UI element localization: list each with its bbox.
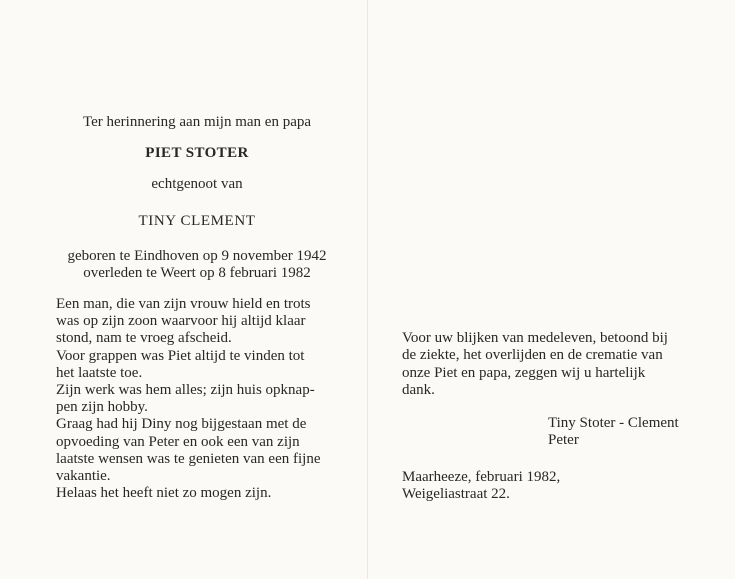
- tribute-line: stond, nam te vroeg afscheid.: [56, 330, 232, 347]
- thanks-line: onze Piet en papa, zeggen wij u hartelijk: [402, 364, 646, 381]
- spouse-label: echtgenoot van: [151, 176, 243, 192]
- tribute-line: vakantie.: [56, 468, 111, 485]
- thanks-paragraph: [402, 330, 692, 400]
- tribute-line: Een man, die van zijn vrouw hield en trots: [56, 296, 311, 312]
- place-date: Maarheeze, februari 1982,: [402, 469, 561, 485]
- birth-line: geboren te Eindhoven op 9 november 1942: [67, 248, 327, 264]
- tribute-line: Zijn werk was hem alles; zijn huis opknap-: [56, 382, 315, 399]
- death-line: overleden te Weert op 8 februari 1982: [83, 265, 311, 281]
- tribute-line: laatste wensen was te genieten van een fijne: [56, 450, 321, 467]
- tribute-line: Helaas het heeft niet zo mogen zijn.: [56, 485, 272, 502]
- tribute-line: pen zijn hobby.: [56, 399, 148, 416]
- street-address: Weigeliastraat 22.: [402, 486, 510, 502]
- thanks-line: de ziekte, het overlijden en de crematie van: [402, 347, 663, 364]
- tribute-line: opvoeding van Peter en ook een van zijn: [56, 433, 300, 450]
- signature-son: Peter: [548, 432, 579, 448]
- tribute-paragraph: [56, 296, 325, 502]
- signature-family: Tiny Stoter - Clement: [548, 415, 679, 431]
- thanks-line: dank.: [402, 382, 435, 399]
- tribute-line: was op zijn zoon waarvoor hij altijd klaar: [56, 313, 306, 330]
- tribute-line: Graag had hij Diny nog bijgestaan met de: [56, 416, 307, 433]
- card-fold: [367, 0, 368, 579]
- spouse-name: TINY CLEMENT: [138, 213, 256, 229]
- deceased-name: PIET STOTER: [145, 145, 249, 161]
- tribute-line: Voor grappen was Piet altijd te vinden tot: [56, 347, 305, 364]
- intro-line: Ter herinnering aan mijn man en papa: [82, 114, 312, 130]
- tribute-line: het laatste toe.: [56, 364, 143, 381]
- thanks-line: Voor uw blijken van medeleven, betoond bij: [402, 330, 668, 346]
